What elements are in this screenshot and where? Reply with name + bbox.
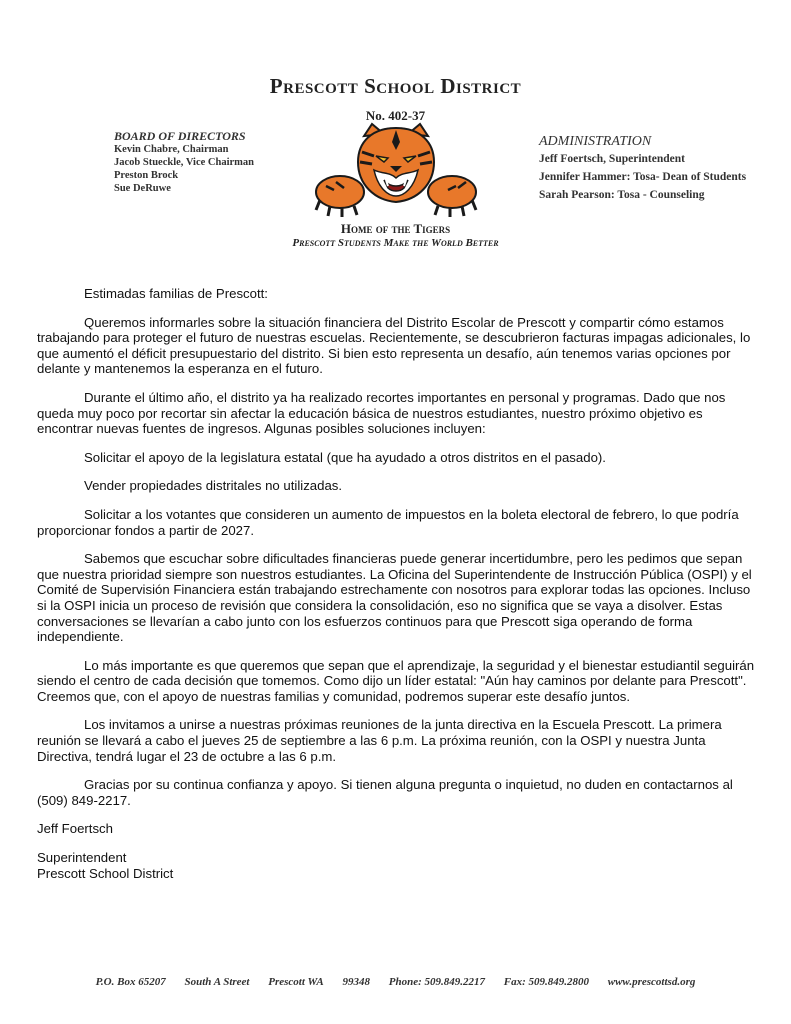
footer-fax: Fax: 509.849.2800 bbox=[503, 976, 589, 988]
administration-member: Jennifer Hammer: Tosa- Dean of Students bbox=[539, 171, 747, 183]
footer-street: South A Street bbox=[184, 976, 250, 988]
district-title: Prescott School District bbox=[269, 74, 522, 98]
board-member: Preston Brock bbox=[114, 170, 179, 181]
letter-paragraph: Solicitar a los votantes que consideren un aumento de impuestos en la boleta electoral de febrero, lo que podría proporcionar fondos a partir de 2027. bbox=[37, 506, 739, 538]
board-of-directors bbox=[114, 129, 254, 195]
letterhead-footer bbox=[0, 976, 791, 988]
footer-po-box: P.O. Box 65207 bbox=[95, 976, 166, 988]
administration-heading: ADMINISTRATION bbox=[539, 134, 652, 149]
letter-paragraph: Los invitamos a unirse a nuestras próximas reuniones de la junta directiva en la Escuela Prescott. La primera reunión se llevará a cabo el jueves 25 de septiembre a las 6 p.m. La próxima reunión, con la OSPI y nuestra Junta Directiva, tendrá lugar el 23 de octubre a las 6 p.m. bbox=[37, 717, 722, 764]
footer-zip: 99348 bbox=[342, 976, 370, 988]
home-of-the-tigers: Home of the Tigers bbox=[340, 221, 451, 236]
footer-city: Prescott WA bbox=[268, 976, 324, 988]
signer-name: Jeff Foertsch bbox=[37, 821, 113, 837]
board-member: Sue DeRuwe bbox=[114, 183, 171, 194]
footer-website: www.prescottsd.org bbox=[607, 976, 696, 988]
signer-organization: Prescott School District bbox=[37, 865, 174, 881]
tiger-mascot-logo bbox=[312, 122, 480, 217]
letter-paragraph: Lo más importante es que queremos que sepan que el aprendizaje, la seguridad y el bienestar estudiantil seguirán siendo el centro de cada decisión que tomemos. Como dijo un líder estatal: "Aún hay caminos por delante para Prescott". Creemos que, con el apoyo de nuestras familias y comunidad, podremos superar este desafío juntos. bbox=[37, 657, 755, 704]
district-slogan: Prescott Students Make the World Better bbox=[292, 237, 499, 249]
letter-paragraph: Vender propiedades distritales no utilizadas. bbox=[84, 478, 343, 494]
district-number: No. 402-37 bbox=[365, 108, 426, 123]
administration-member: Sarah Pearson: Tosa - Counseling bbox=[539, 189, 705, 201]
letter-paragraph: Solicitar el apoyo de la legislatura estatal (que ha ayudado a otros distritos en el pasado). bbox=[84, 449, 606, 465]
letter-greeting: Estimadas familias de Prescott: bbox=[84, 286, 268, 301]
footer-phone: Phone: 509.849.2217 bbox=[388, 976, 485, 988]
letter-paragraph: Queremos informarles sobre la situación financiera del Distrito Escolar de Prescott y compartir cómo estamos trabajando para proteger el futuro de nuestras escuelas. Recientemente, se descubrieron facturas impagas adicionales, lo que aumentó el déficit presupuestario del distrito. Si bien esto representa un desafío, aún tenemos varias opciones por delante y mantenemos la esperanza en el futuro. bbox=[37, 314, 751, 377]
letter-paragraph: Gracias por su continua confianza y apoyo. Si tienen alguna pregunta o inquietud, no duden en contactarnos al (509) 849-2217. bbox=[37, 777, 733, 808]
administration-member: Jeff Foertsch, Superintendent bbox=[539, 153, 685, 165]
administration bbox=[539, 134, 746, 204]
board-member: Jacob Stueckle, Vice Chairman bbox=[114, 157, 254, 168]
letter-body bbox=[37, 286, 755, 881]
letter-paragraph: Sabemos que escuchar sobre dificultades financieras puede generar incertidumbre, pero les pedimos que sepan que nuestra prioridad siempre son nuestros estudiantes. La Oficina del Superintendente de Instrucción Pública (OSPI) y el Comité de Supervisión Financiera están trabajando estrechamente con nosotros para explorar todas las opciones. Incluso si la OSPI inicia un proceso de revisión que considera la consolidación, eso no significa que se vaya a disolver. Estas conversaciones se llevarían a cabo junto con los esfuerzos continuos para que Prescott siga operando de forma independiente. bbox=[37, 551, 752, 645]
signer-title: Superintendent bbox=[37, 850, 127, 866]
board-member: Kevin Chabre, Chairman bbox=[114, 144, 229, 155]
board-heading: BOARD OF DIRECTORS bbox=[114, 129, 246, 143]
letter-paragraph: Durante el último año, el distrito ya ha realizado recortes importantes en personal y programas. Dado que nos queda muy poco por recortar sin afectar la educación básica de nuestros estudiantes, nuestro próximo objetivo es encontrar nuevas fuentes de ingresos. Algunas posibles soluciones incluyen: bbox=[37, 389, 726, 437]
